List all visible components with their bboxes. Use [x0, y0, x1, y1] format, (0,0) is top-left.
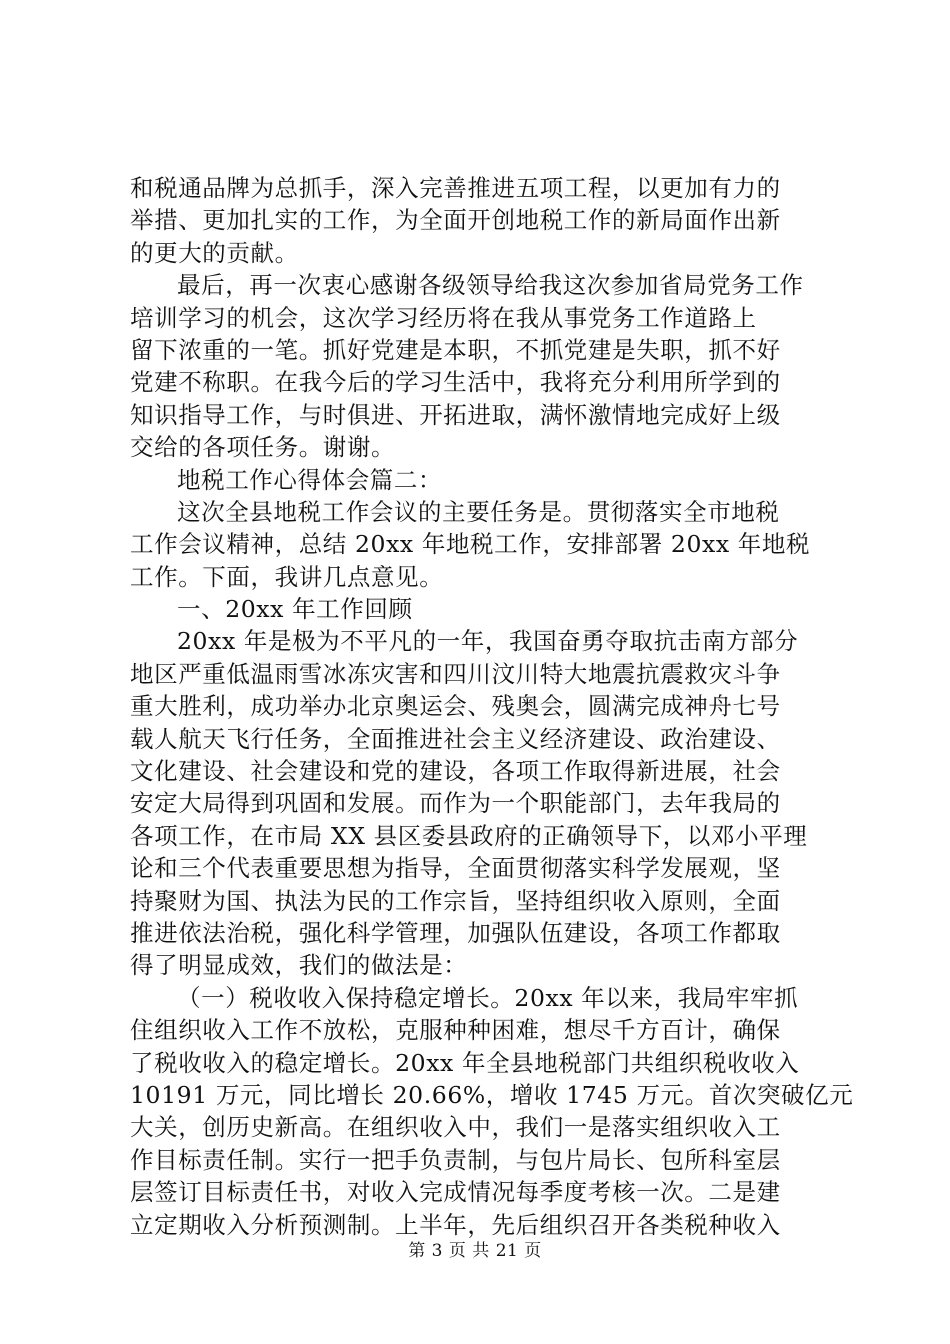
text-line: （一）税收收入保持稳定增长。20xx 年以来，我局牢牢抓 [177, 983, 799, 1012]
text-line: 党建不称职。在我今后的学习生活中，我将充分利用所学到的 [130, 368, 781, 397]
text-line: 住组织收入工作不放松，克服种种困难，想尽千方百计，确保 [130, 1016, 781, 1045]
text-line: 培训学习的机会，这次学习经历将在我从事党务工作道路上 [130, 303, 757, 332]
text-line: 10191 万元，同比增长 20.66%，增收 1745 万元。首次突破亿元 [130, 1080, 854, 1109]
text-line: 地区严重低温雨雪冰冻灾害和四川汶川特大地震抗震救灾斗争 [130, 659, 781, 688]
text-line: 大关，创历史新高。在组织收入中，我们一是落实组织收入工 [130, 1113, 781, 1142]
text-line: 论和三个代表重要思想为指导，全面贯彻落实科学发展观，坚 [130, 854, 781, 883]
text-line: 作目标责任制。实行一把手负责制，与包片局长、包所科室层 [130, 1145, 781, 1174]
page-number-footer: 第 3 页 共 21 页 [408, 1241, 542, 1261]
section-heading: 地税工作心得体会篇二： [177, 465, 443, 494]
text-line: 推进依法治税，强化科学管理，加强队伍建设，各项工作都取 [130, 918, 781, 947]
text-line: 了税收收入的稳定增长。20xx 年全县地税部门共组织税收收入 [130, 1048, 800, 1077]
text-line: 得了明显成效，我们的做法是： [130, 951, 468, 980]
section-heading: 一、20xx 年工作回顾 [177, 595, 413, 624]
text-line: 持聚财为国、执法为民的工作宗旨，坚持组织收入原则，全面 [130, 886, 781, 915]
document-body [130, 172, 854, 1241]
text-line: 交给的各项任务。谢谢。 [130, 433, 396, 462]
text-line: 立定期收入分析预测制。上半年，先后组织召开各类税种收入 [130, 1210, 781, 1239]
text-line: 各项工作，在市局 XX 县区委县政府的正确领导下，以邓小平理 [130, 821, 808, 850]
text-line: 文化建设、社会建设和党的建设，各项工作取得新进展，社会 [130, 757, 781, 786]
text-line: 层签订目标责任书，对收入完成情况每季度考核一次。二是建 [130, 1178, 781, 1207]
text-line: 工作。下面，我讲几点意见。 [130, 562, 444, 591]
text-line: 的更大的贡献。 [130, 238, 299, 267]
text-line: 举措、更加扎实的工作，为全面开创地税工作的新局面作出新 [130, 206, 781, 235]
text-line: 20xx 年是极为不平凡的一年，我国奋勇夺取抗击南方部分 [177, 627, 799, 656]
text-line: 知识指导工作，与时俱进、开拓进取，满怀激情地完成好上级 [130, 400, 781, 429]
text-line: 载人航天飞行任务，全面推进社会主义经济建设、政治建设、 [130, 724, 781, 753]
text-line: 重大胜利，成功举办北京奥运会、残奥会，圆满完成神舟七号 [130, 692, 781, 721]
text-line: 安定大局得到巩固和发展。而作为一个职能部门，去年我局的 [130, 789, 781, 818]
text-line: 和税通品牌为总抓手，深入完善推进五项工程，以更加有力的 [130, 174, 781, 202]
text-line: 最后，再一次衷心感谢各级领导给我这次参加省局党务工作 [177, 271, 804, 300]
text-line: 这次全县地税工作会议的主要任务是。贯彻落实全市地税 [177, 497, 780, 526]
text-line: 留下浓重的一笔。抓好党建是本职，不抓党建是失职，抓不好 [130, 335, 781, 364]
text-line: 工作会议精神，总结 20xx 年地税工作，安排部署 20xx 年地税 [130, 530, 811, 559]
